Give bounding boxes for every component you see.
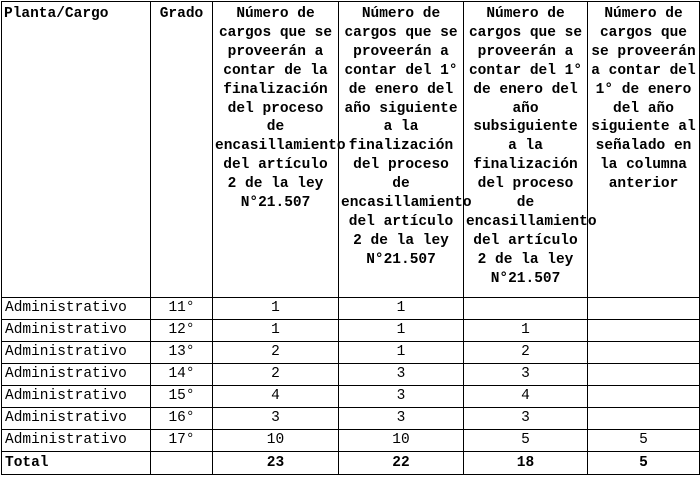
cell-col1: 2 — [213, 364, 339, 386]
total-row — [2, 452, 700, 475]
header-col-anio-posterior: Número de cargos que se proveerán a contar del 1° de enero del año siguiente al señalado en la columna anterior — [588, 2, 700, 298]
table-row — [2, 430, 700, 452]
header-planta-cargo: Planta/Cargo — [2, 2, 151, 298]
cell-col1: 10 — [213, 430, 339, 452]
total-label: Total — [2, 452, 151, 475]
cell-col3: 4 — [464, 386, 588, 408]
cell-col1: 4 — [213, 386, 339, 408]
cell-grado: 17° — [151, 430, 213, 452]
cell-col3: 1 — [464, 320, 588, 342]
cell-col4 — [588, 298, 700, 320]
header-col-anio-subsiguiente: Número de cargos que se proveerán a contar del 1° de enero del año subsiguiente a la finalización del proceso de encasillamiento del artículo 2 de la ley N°21.507 — [464, 2, 588, 298]
cell-col3 — [464, 298, 588, 320]
cell-col3: 5 — [464, 430, 588, 452]
cell-planta: Administrativo — [2, 386, 151, 408]
table-row — [2, 408, 700, 430]
header-grado: Grado — [151, 2, 213, 298]
total-col1: 23 — [213, 452, 339, 475]
table-row — [2, 320, 700, 342]
cell-col4 — [588, 364, 700, 386]
cell-planta: Administrativo — [2, 408, 151, 430]
table-row — [2, 298, 700, 320]
cargos-table — [1, 1, 700, 475]
cell-planta: Administrativo — [2, 430, 151, 452]
table-row — [2, 342, 700, 364]
cell-col2: 3 — [339, 408, 464, 430]
cell-planta: Administrativo — [2, 298, 151, 320]
cell-planta: Administrativo — [2, 342, 151, 364]
cell-col3: 3 — [464, 408, 588, 430]
cell-col1: 1 — [213, 320, 339, 342]
table-row — [2, 364, 700, 386]
cell-col4 — [588, 342, 700, 364]
cell-planta: Administrativo — [2, 320, 151, 342]
cell-grado: 16° — [151, 408, 213, 430]
cell-grado: 14° — [151, 364, 213, 386]
cell-planta: Administrativo — [2, 364, 151, 386]
cell-col2: 3 — [339, 386, 464, 408]
cell-col4 — [588, 408, 700, 430]
cell-col2: 10 — [339, 430, 464, 452]
cell-grado: 13° — [151, 342, 213, 364]
cell-col1: 2 — [213, 342, 339, 364]
cell-col4 — [588, 320, 700, 342]
cell-col2: 1 — [339, 342, 464, 364]
total-col2: 22 — [339, 452, 464, 475]
cell-col4 — [588, 386, 700, 408]
total-col4: 5 — [588, 452, 700, 475]
table-row — [2, 386, 700, 408]
cell-grado: 11° — [151, 298, 213, 320]
cell-col2: 1 — [339, 298, 464, 320]
cell-col2: 1 — [339, 320, 464, 342]
cell-col1: 3 — [213, 408, 339, 430]
cell-col1: 1 — [213, 298, 339, 320]
header-row — [2, 2, 700, 298]
total-col3: 18 — [464, 452, 588, 475]
cell-col3: 3 — [464, 364, 588, 386]
header-col-finalizacion: Número de cargos que se proveerán a contar de la finalización del proceso de encasillamiento del artículo 2 de la ley N°21.507 — [213, 2, 339, 298]
total-grado-empty — [151, 452, 213, 475]
cell-grado: 12° — [151, 320, 213, 342]
cell-grado: 15° — [151, 386, 213, 408]
header-col-anio-siguiente: Número de cargos que se proveerán a contar del 1° de enero del año siguiente a la finalización del proceso de encasillamiento del artículo 2 de la ley N°21.507 — [339, 2, 464, 298]
cell-col4: 5 — [588, 430, 700, 452]
cell-col2: 3 — [339, 364, 464, 386]
cell-col3: 2 — [464, 342, 588, 364]
